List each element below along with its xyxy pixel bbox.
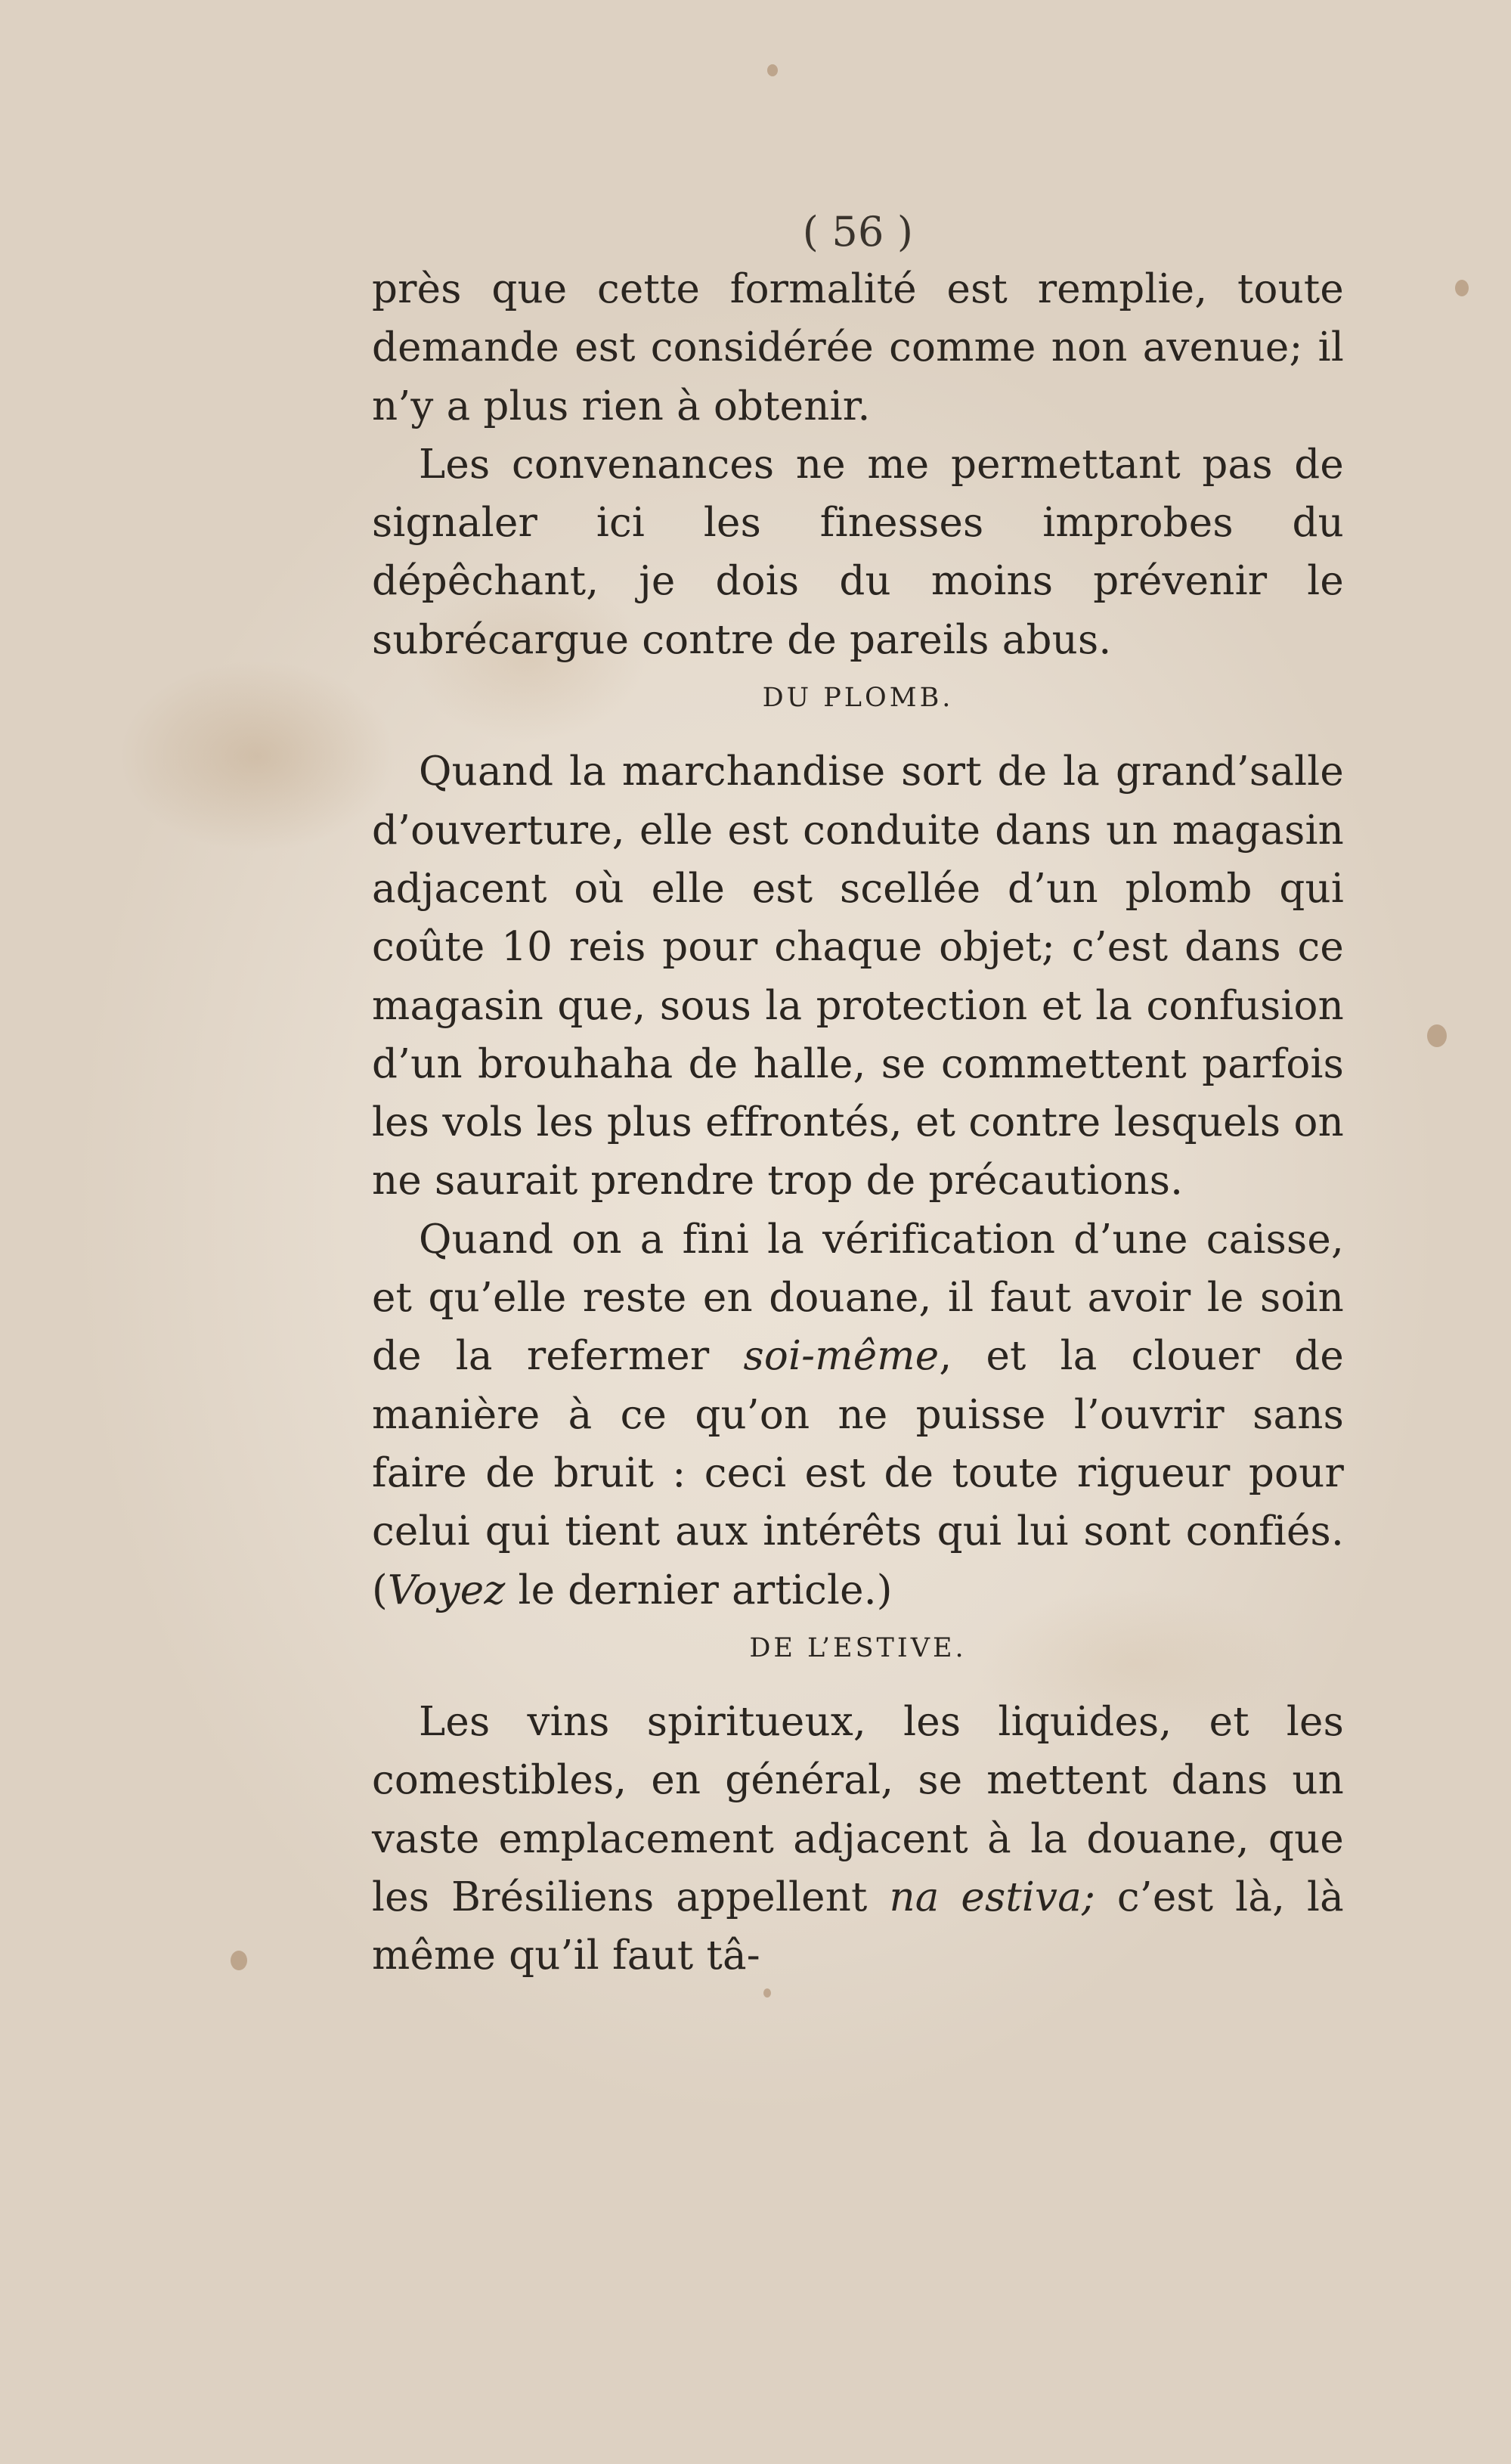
paragraph-estive xyxy=(372,1693,1344,1985)
foxing-spot xyxy=(763,1988,771,1998)
paragraph-plomb: Quand la marchandise sort de la grand’salle d’ouverture, elle est conduite dans un magasin adjacent où elle est scellée d’un plomb qui coûte 10 reis pour chaque objet; c’est dans ce magasin que, sous la protection et la confusion d’un brouhaha de halle, se commettent parfois les vols les plus effrontés, et contre lesquels on ne saurait prendre trop de précautions. xyxy=(372,748,1344,1204)
text-run: c’est là, là même qu’il faut tâ- xyxy=(372,1874,1344,1979)
foxing-spot xyxy=(1455,280,1469,296)
paragraph-caisse xyxy=(372,1210,1344,1619)
text-run: le dernier article.) xyxy=(505,1567,893,1613)
paragraph-continuation: près que cette formalité est remplie, toute demande est considérée comme non avenue; il n’y a plus rien à obtenir. xyxy=(372,266,1344,429)
text-run: Quand on a fini la vérification d’une caisse, et qu’elle reste en douane, il faut avoir le soin de la refermer xyxy=(372,1216,1344,1380)
section-gap xyxy=(372,1678,1344,1693)
italic-text: na estiva; xyxy=(889,1874,1096,1921)
section-heading-de-l-estive: DE L’ESTIVE. xyxy=(749,1632,967,1663)
italic-text: Voyez xyxy=(387,1567,506,1613)
section-heading-du-plomb: DU PLOMB. xyxy=(762,683,954,714)
foxing-spot xyxy=(1427,1024,1447,1047)
text-run: , et la clouer de manière à ce qu’on ne puisse l’ouvrir sans faire de bruit : ceci est de toute rigueur pour celui qui tient aux intérêts qui lui sont confiés. ( xyxy=(372,1333,1344,1613)
page-number: ( 56 ) xyxy=(802,208,914,256)
foxing-spot xyxy=(767,64,778,76)
foxing-spot xyxy=(231,1951,247,1970)
paragraph-convenances: Les convenances ne me permettant pas de signaler ici les finesses improbes du dépêchant, je dois du moins prévenir le subrécargue contre de pareils abus. xyxy=(372,441,1344,663)
section-gap xyxy=(372,727,1344,742)
text-run: Les vins spiritueux, les liquides, et les comestibles, en général, se mettent dans un vaste emplacement adjacent à la douane, que les Brésiliens appellent xyxy=(372,1699,1344,1921)
italic-text: soi-même xyxy=(743,1333,940,1380)
page-text xyxy=(372,203,1344,1985)
